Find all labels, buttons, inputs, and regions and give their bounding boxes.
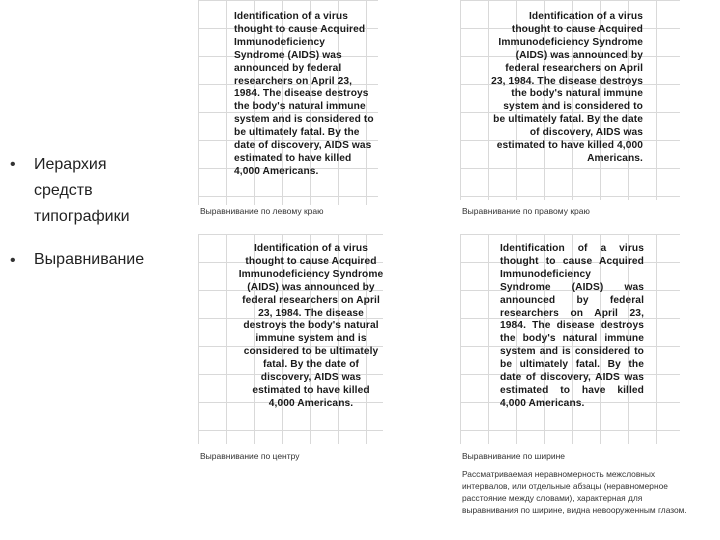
grid-panel-justify [460,234,680,444]
justify-note: Рассматриваемая неравномерность межсловных интервалов, или отдельные абзацы (неравномерное расстояние между словами), характерная для выравнивания по ширине, видна невооруженным глазом. [462,469,687,515]
caption-left-align: Выравнивание по левому краю [200,206,324,216]
grid-panel-left [198,0,378,205]
bullet-line: типографики [34,208,130,225]
sample-paragraph-center: Identification of a virus thought to cause Acquired Immunodeficiency Syndrome (AIDS) was announced by federal researchers on April 23, 1984. The disease destroys the body's natural immune system and is considered to be ultimately fatal. By the date of discovery, AIDS was estimated to have killed 4,000 Americans. [238,243,383,409]
grid-panel-center [198,234,383,444]
bullet-alignment [34,247,144,273]
bullet-marker: • [10,252,16,269]
bullet-hierarchy [34,152,130,230]
sample-paragraph-justify: Identification of a virus thought to cause Acquired Immunodeficiency Syndrome (AIDS) was announced by federal researchers on April 23, 1984. The disease destroys the body's natural immune system and is considered to be ultimately fatal. By the date of discovery, AIDS was estimated to have killed 4,000 Americans. [500,243,644,409]
bullet-marker: • [10,156,16,173]
bullet-line: Иерархия [34,156,107,173]
sample-paragraph-left: Identification of a virus thought to cause Acquired Immunodeficiency Syndrome (AIDS) was announced by federal researchers on April 23, 1984. The disease destroys the body's natural immune system and is considered to be ultimately fatal. By the date of discovery, AIDS was estimated to have killed 4,000 Americans. [234,11,374,177]
caption-center-align: Выравнивание по центру [200,451,300,461]
grid-panel-right [460,0,680,200]
bullet-line: средств [34,182,93,199]
caption-right-align: Выравнивание по правому краю [462,206,590,216]
bullet-line: Выравнивание [34,251,145,268]
sample-paragraph-right: Identification of a virus thought to cause Acquired Immunodeficiency Syndrome (AIDS) was announced by federal researchers on April 23, 1984. The disease destroys the body's natural immune system and is considered to be ultimately fatal. By the date of discovery, AIDS was estimated to have killed 4,000 Americans. [491,11,643,164]
caption-justify-align: Выравнивание по ширине [462,451,566,461]
